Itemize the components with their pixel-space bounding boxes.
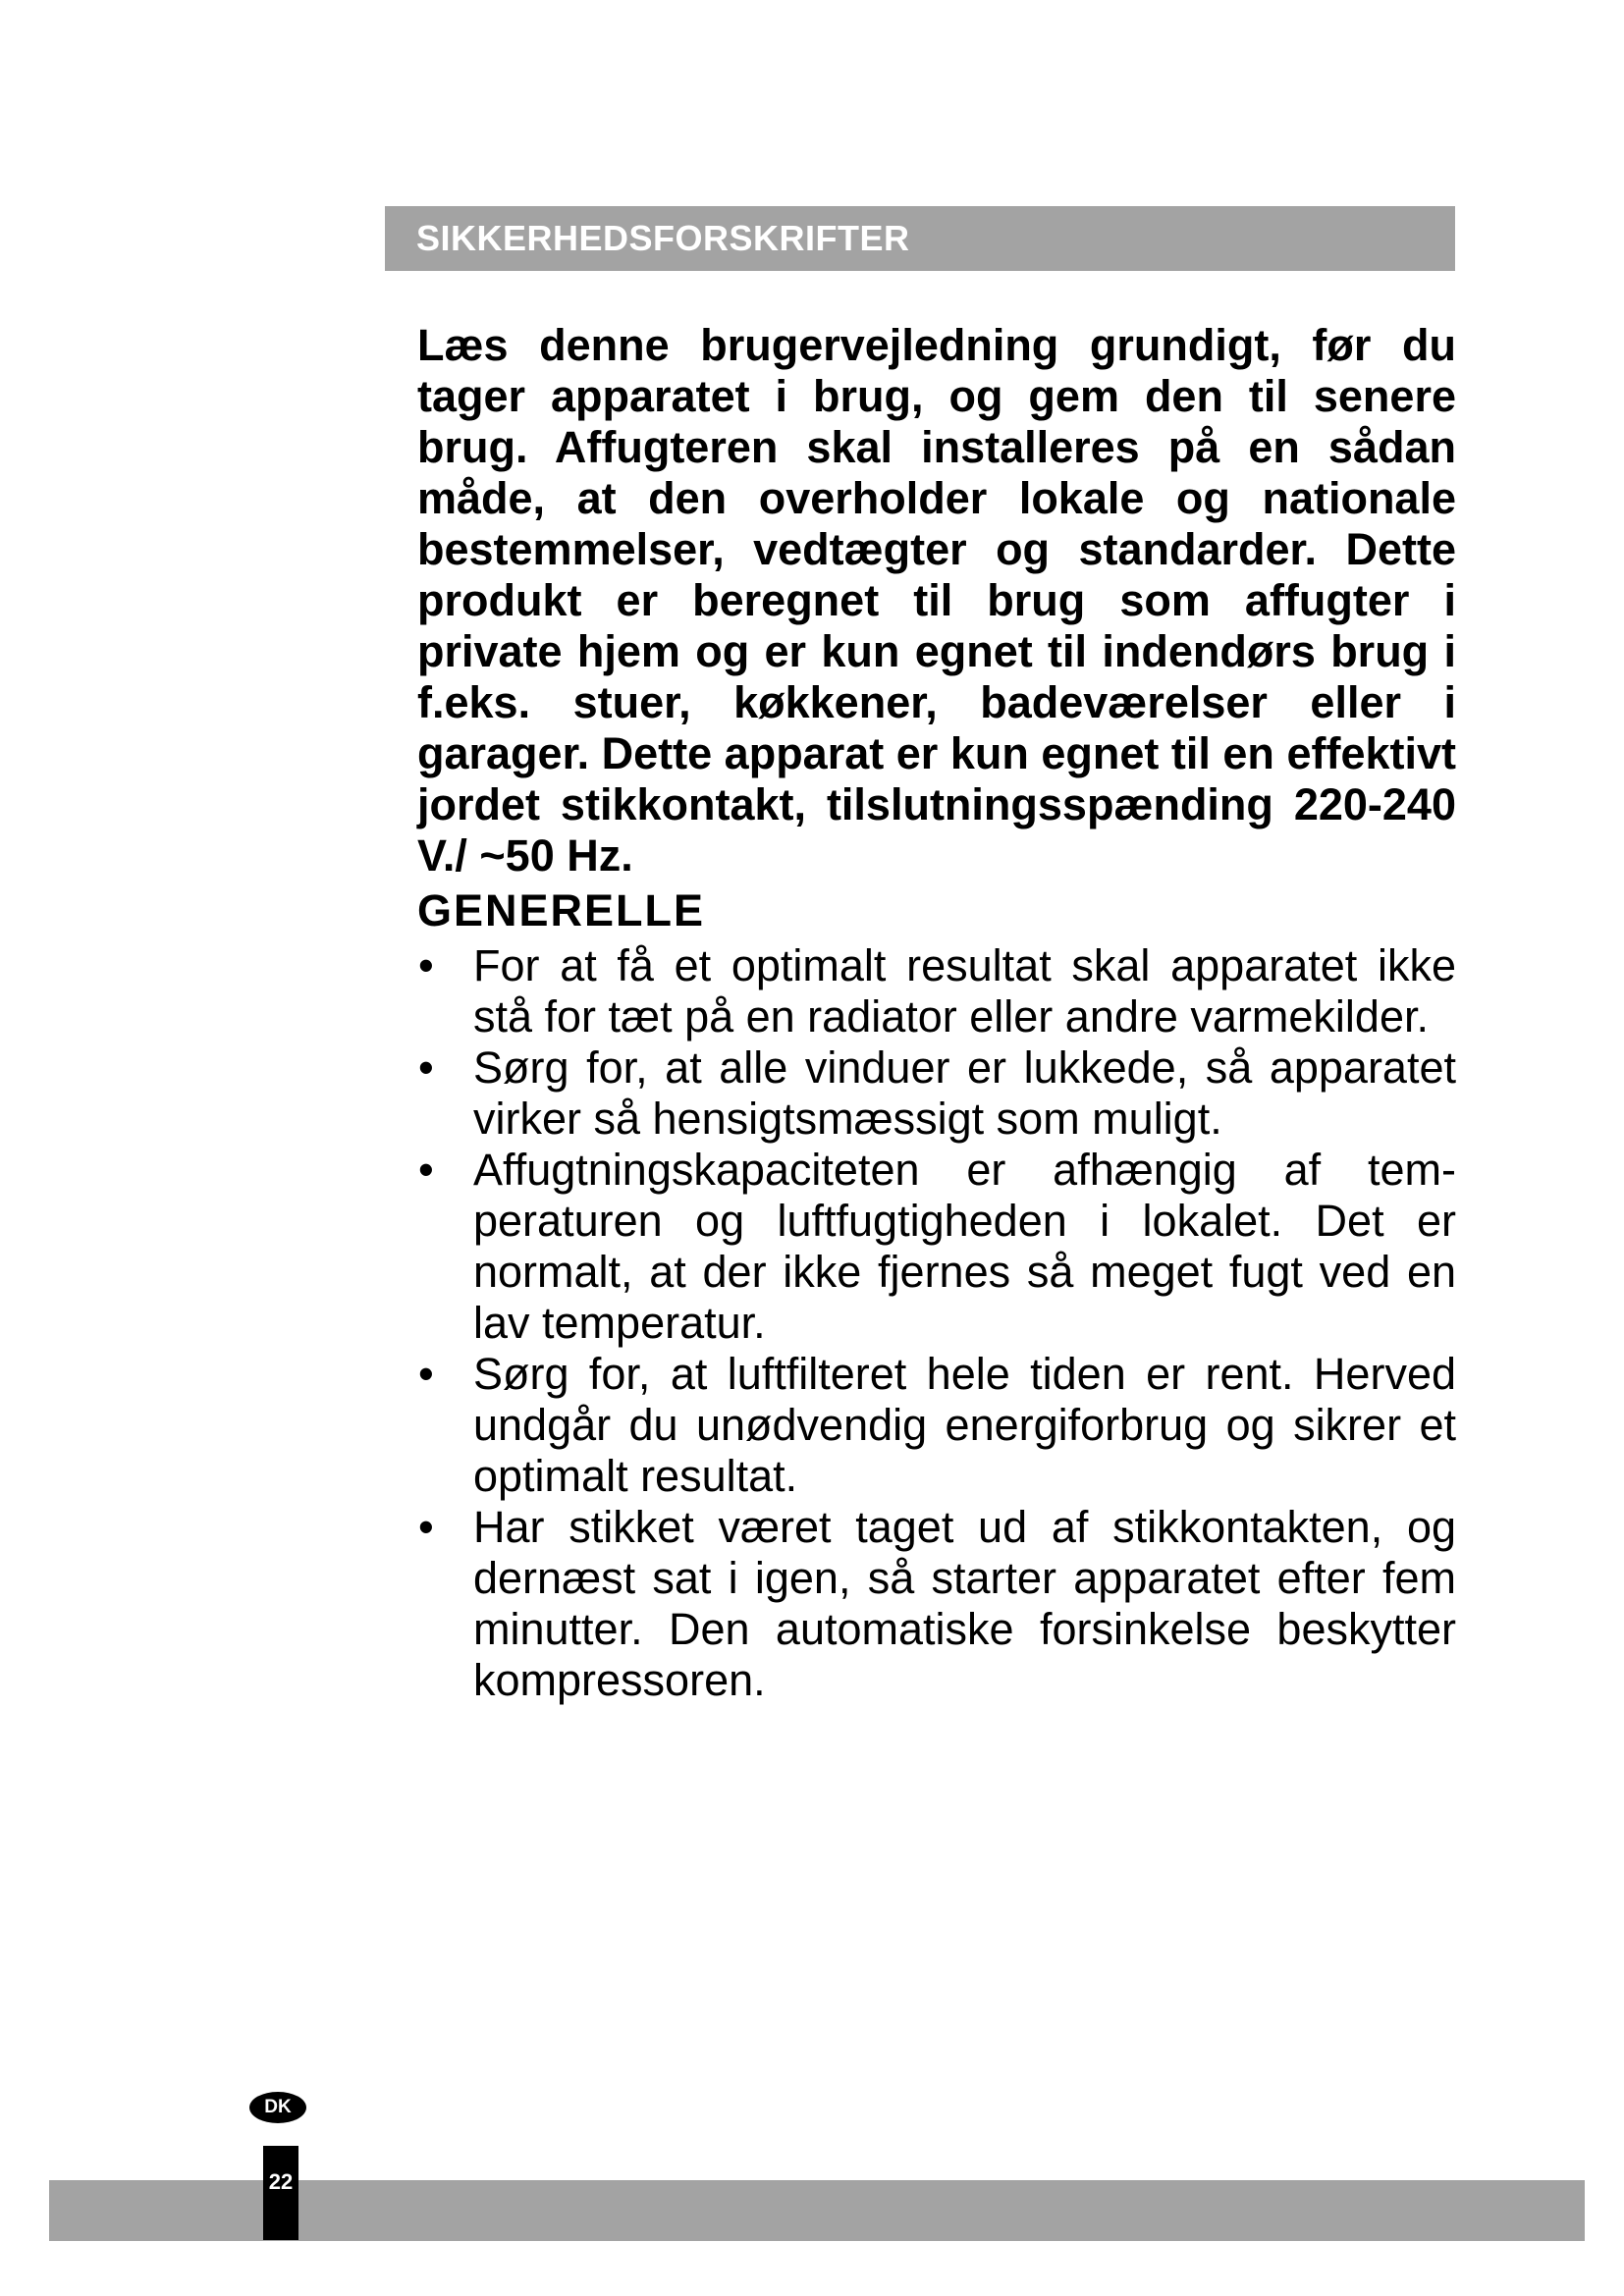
list-item-text: Sørg for, at alle vinduer er lukkede, så apparatet virker så hensigtsmæssigt som muligt. [473, 1042, 1456, 1144]
list-item [412, 1042, 1456, 1145]
list-item [412, 1349, 1456, 1502]
list-item [412, 940, 1456, 1042]
section-title: SIKKERHEDSFORSKRIFTER [416, 218, 910, 258]
bullet-icon: • [418, 1145, 434, 1195]
bullet-icon: • [418, 940, 434, 990]
list-item-text: Affugtningskapaciteten er afhængig af temperaturen og luftfugtigheden i lokalet. Det er normalt, at der ikke fjernes så meget fugt ved en lav temperatur. [473, 1145, 1456, 1348]
bullet-icon: • [418, 1042, 434, 1093]
page-number: 22 [268, 2169, 294, 2194]
intro-paragraph: Læs denne brugervejledning grundigt, før du tager apparatet i brug, og gem den til senere brug. Affugteren skal installeres på en sådan måde, at den overholder lokale og nationale bestemmelser, vedtægter og standarder. Dette produkt er beregnet til brug som affugter i private hjem og er kun egnet til indendørs brug i f.eks. stuer, køkkener, badeværelser eller i garager. Dette apparat er kun egnet til en effektivt jordet stikkontakt, tilslutningsspænding 220-240 V./ ~50 Hz. [417, 320, 1456, 881]
section-header-bar [385, 206, 1455, 271]
list-item-text: Sørg for, at luftfilteret hele tiden er rent. Herved undgår du unødvendig energiforbrug og sikrer et optimalt resultat. [473, 1349, 1456, 1501]
generelle-heading: GENERELLE [417, 885, 706, 935]
bullet-icon: • [418, 1349, 434, 1399]
generelle-list [412, 940, 1456, 1706]
list-item [412, 1145, 1456, 1349]
list-item [412, 1502, 1456, 1706]
page-number-tab [263, 2146, 298, 2240]
country-badge: DK [249, 2092, 306, 2123]
list-item-text: Har stikket været taget ud af stikkontakten, og dernæst sat i igen, så starter apparatet efter fem minutter. Den automatiske forsinkelse beskytter kompressoren. [473, 1502, 1456, 1705]
bullet-icon: • [418, 1502, 434, 1552]
list-item-text: For at få et optimalt resultat skal apparatet ikke stå for tæt på en radiator eller andre varmekilder. [473, 940, 1456, 1041]
